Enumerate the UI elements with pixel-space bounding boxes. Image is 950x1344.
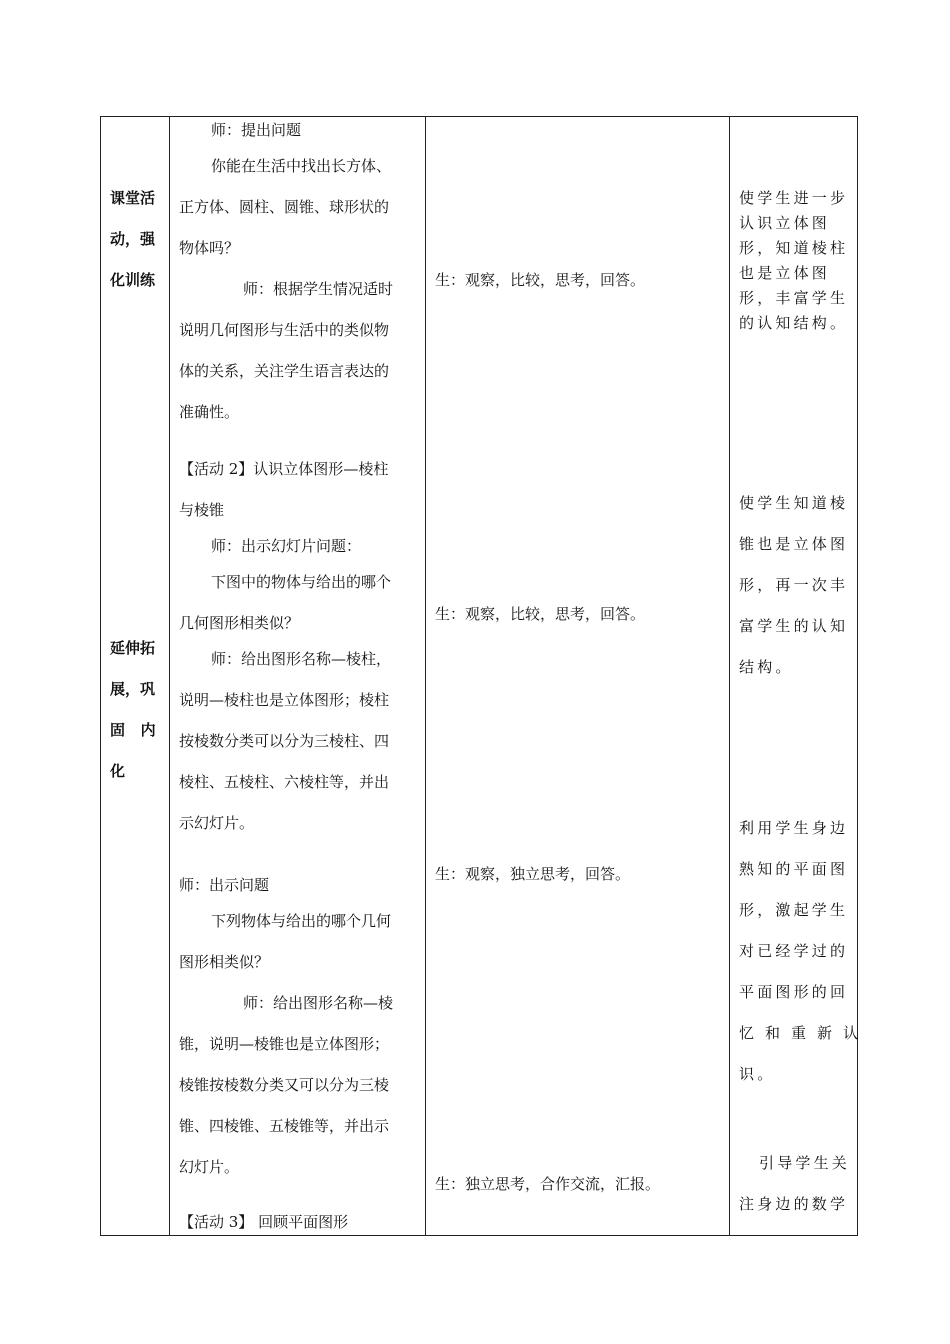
student-activity: 生：观察，比较，思考，回答。 — [435, 271, 646, 289]
teacher-text: 准确性。 — [179, 403, 240, 421]
teacher-text: 下图中的物体与给出的哪个 — [211, 573, 392, 591]
teacher-text: 示幻灯片。 — [179, 814, 255, 832]
teacher-text: 师：给出图形名称—棱柱， — [211, 650, 392, 668]
teacher-text: 下列物体与给出的哪个几何 — [211, 912, 392, 930]
teacher-text: 与棱锥 — [179, 501, 225, 519]
intent-text: 形，知道棱柱 — [739, 239, 849, 257]
teacher-text: 师：给出图形名称—棱 — [243, 994, 394, 1012]
intent-text: 使学生进一步 — [739, 189, 849, 207]
stage-label-2: 固 内 — [110, 721, 156, 739]
intent-text: 忆和重新认 — [739, 1024, 870, 1042]
intent-text: 使学生知道棱 — [739, 494, 849, 512]
teacher-text: 说明几何图形与生活中的类似物 — [179, 321, 390, 339]
teacher-text: 【活动 3】 回顾平面图形 — [179, 1213, 349, 1231]
stage-label-2: 延伸拓 — [110, 639, 156, 657]
student-activity: 生：观察，比较，思考，回答。 — [435, 605, 646, 623]
teacher-text: 你能在生活中找出长方体、 — [211, 157, 392, 175]
intent-text: 锥也是立体图 — [739, 535, 849, 553]
teacher-text: 【活动 2】认识立体图形—棱柱 — [179, 460, 389, 478]
teacher-text: 物体吗？ — [179, 239, 240, 257]
teacher-text: 师：出示问题 — [179, 876, 270, 894]
stage-label-1: 化训练 — [110, 271, 156, 289]
intent-text: 利用学生身边 — [739, 819, 849, 837]
column-divider — [169, 117, 170, 1235]
student-activity: 生：独立思考，合作交流，汇报。 — [435, 1175, 661, 1193]
teacher-text: 说明—棱柱也是立体图形；棱柱 — [179, 691, 390, 709]
stage-label-1: 课堂活 — [110, 189, 156, 207]
intent-text: 形，丰富学生 — [739, 289, 849, 307]
teacher-text: 棱锥按棱数分类又可以分为三棱 — [179, 1076, 390, 1094]
intent-text: 形，再一次丰 — [739, 576, 849, 594]
intent-text: 注身边的数学 — [739, 1195, 849, 1213]
student-activity: 生：观察，独立思考，回答。 — [435, 865, 631, 883]
intent-text: 引导学生关 — [759, 1154, 851, 1172]
teacher-text: 锥，说明—棱锥也是立体图形； — [179, 1035, 390, 1053]
intent-text: 的认知结构。 — [739, 314, 849, 332]
teacher-text: 锥、四棱锥、五棱锥等，并出示 — [179, 1117, 390, 1135]
teacher-text: 棱柱、五棱柱、六棱柱等，并出 — [179, 773, 390, 791]
lesson-table — [100, 116, 870, 1236]
intent-text: 识。 — [739, 1065, 776, 1083]
intent-text: 形，激起学生 — [739, 901, 849, 919]
teacher-text: 几何图形相类似？ — [179, 614, 300, 632]
intent-text: 对已经学过的 — [739, 942, 849, 960]
teacher-text: 幻灯片。 — [179, 1158, 240, 1176]
teacher-text: 师：根据学生情况适时 — [243, 280, 394, 298]
teacher-text: 体的关系，关注学生语言表达的 — [179, 362, 390, 380]
teacher-text: 图形相类似？ — [179, 953, 270, 971]
intent-text: 结构。 — [739, 658, 794, 676]
intent-text: 熟知的平面图 — [739, 860, 849, 878]
intent-text: 也是立体图 — [739, 264, 831, 282]
teacher-text: 按棱数分类可以分为三棱柱、四 — [179, 732, 390, 750]
stage-label-2: 展，巩 — [110, 680, 156, 698]
stage-label-2: 化 — [110, 762, 126, 780]
teacher-text: 正方体、圆柱、圆锥、球形状的 — [179, 198, 390, 216]
intent-text: 平面图形的回 — [739, 983, 849, 1001]
teacher-text: 师：提出问题 — [211, 121, 302, 139]
stage-label-1: 动，强 — [110, 230, 156, 248]
teacher-text: 师：出示幻灯片问题： — [211, 537, 362, 555]
intent-text: 认识立体图 — [739, 214, 831, 232]
column-divider — [425, 117, 426, 1235]
intent-text: 富学生的认知 — [739, 617, 849, 635]
column-divider — [729, 117, 730, 1235]
